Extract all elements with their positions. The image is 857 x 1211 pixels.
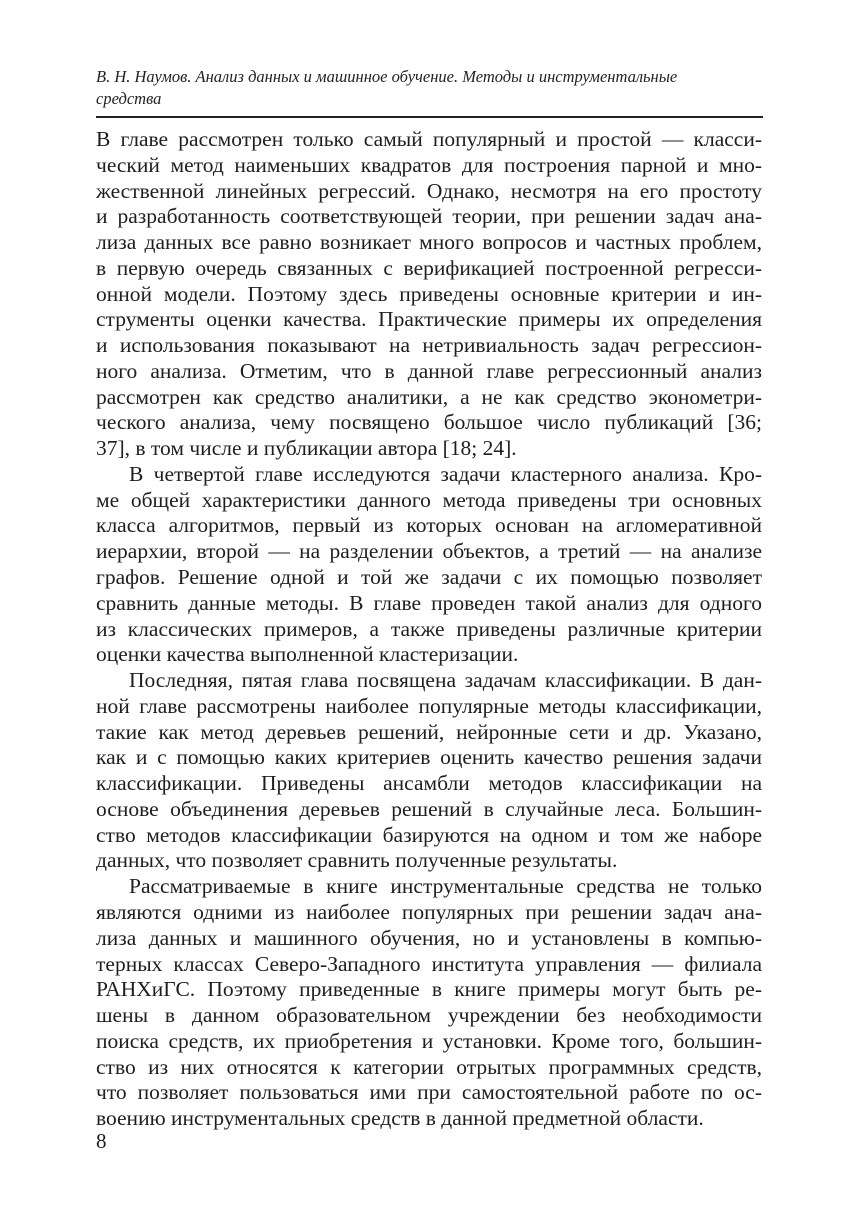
text-line: как и с помощью каких критериев оценить качество решения задачи (96, 745, 762, 770)
text-line: В четвертой главе исследуются задачи кластерного анализа. Кро- (129, 461, 762, 486)
text-line: ме общей характеристики данного метода приведены три основных (96, 487, 762, 512)
text-line: струменты оценки качества. Практические примеры их определения (96, 307, 762, 332)
text-line: воению инструментальных средств в данной предметной области. (96, 1106, 704, 1131)
text-line: ческий метод наименьших квадратов для построения парной и мно- (96, 152, 762, 177)
text-line: онной модели. Поэтому здесь приведены основные критерии и ин- (96, 281, 762, 306)
running-header (96, 66, 762, 110)
text-line: из классических примеров, а также приведены различные критерии (96, 616, 762, 641)
text-line: оценки качества выполненной кластеризации. (96, 642, 519, 667)
paragraph (96, 462, 762, 668)
text-line: ческого анализа, чему посвящено большое число публикаций [36; (96, 410, 762, 435)
paragraph (96, 668, 762, 874)
text-line: сравнить данные методы. В главе проведен такой анализ для одного (96, 590, 762, 615)
text-line: Последняя, пятая глава посвящена задачам классификации. В дан- (129, 668, 762, 693)
text-line: класса алгоритмов, первый из которых основан на агломеративной (96, 513, 762, 538)
body-text (96, 127, 762, 1132)
text-line: поиска средств, их приобретения и установки. Кроме того, большин- (96, 1028, 762, 1053)
text-line: ного анализа. Отметим, что в данной главе регрессионный анализ (96, 358, 762, 383)
text-line: основе объединения деревьев решений в случайные леса. Большин- (96, 796, 762, 821)
text-line: терных классах Северо-Западного института управления — филиала (96, 951, 762, 976)
text-line: классификации. Приведены ансамбли методов классификации на (96, 771, 762, 796)
text-line: что позволяет пользоваться ими при самостоятельной работе по ос- (96, 1080, 762, 1105)
text-line: ной главе рассмотрены наиболее популярные методы классификации, (96, 693, 762, 718)
text-line: иерархии, второй — на разделении объектов, а третий — на анализе (96, 539, 762, 564)
paragraph (96, 874, 762, 1132)
text-line: рассмотрен как средство аналитики, а не как средство эконометри- (96, 384, 762, 409)
text-line: РАНХиГС. Поэтому приведенные в книге примеры могут быть ре- (96, 977, 762, 1002)
text-line: В главе рассмотрен только самый популярный и простой — класси- (96, 127, 762, 151)
text-line: и использования показывают на нетривиальность задач регрессион- (96, 333, 762, 358)
text-line: такие как метод деревьев решений, нейронные сети и др. Указано, (96, 719, 762, 744)
running-header-line: В. Н. Наумов. Анализ данных и машинное обучение. Методы и инструментальные (96, 67, 678, 86)
text-line: шены в данном образовательном учреждении без необходимости (96, 1003, 762, 1028)
running-header-line: средства (96, 89, 162, 108)
text-line: графов. Решение одной и той же задачи с их помощью позволяет (96, 565, 762, 590)
text-line: данных, что позволяет сравнить полученные результаты. (96, 848, 618, 873)
text-line: 37], в том числе и публикации автора [18; 24]. (96, 436, 517, 461)
header-rule (96, 116, 763, 118)
page-number: 8 (96, 1129, 107, 1153)
text-line: лиза данных все равно возникает много вопросов и частных проблем, (96, 230, 762, 255)
text-line: Рассматриваемые в книге инструментальные средства не только (129, 874, 762, 899)
text-line: в первую очередь связанных с верификацией построенной регресси- (96, 255, 762, 280)
text-line: жественной линейных регрессий. Однако, несмотря на его простоту (96, 178, 762, 203)
text-line: лиза данных и машинного обучения, но и установлены в компью- (96, 925, 762, 950)
paragraph (96, 127, 762, 462)
text-line: ство из них относятся к категории отрытых программных средств, (96, 1054, 762, 1079)
text-line: и разработанность соответствующей теории, при решении задач ана- (96, 204, 762, 229)
text-line: ство методов классификации базируются на одном и том же наборе (96, 822, 762, 847)
text-line: являются одними из наиболее популярных при решении задач ана- (96, 899, 762, 924)
